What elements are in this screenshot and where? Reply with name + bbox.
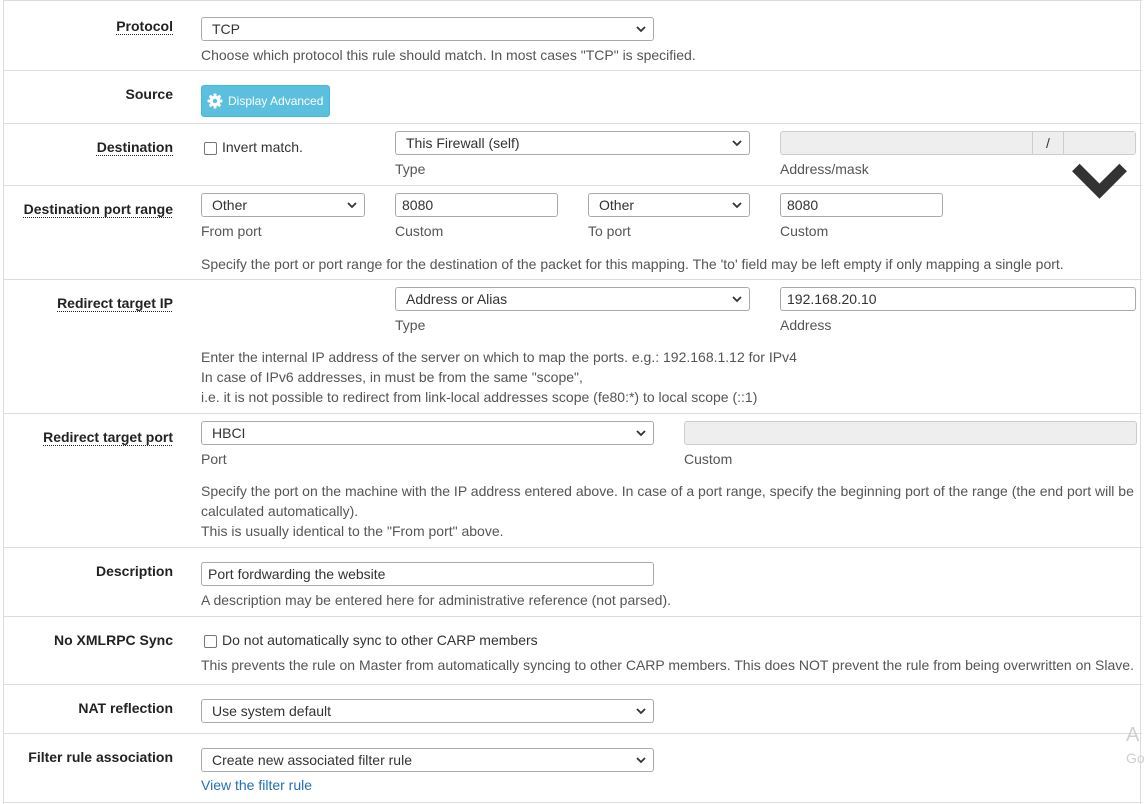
destination-address-sub: Address/mask xyxy=(780,161,869,177)
filter-rule-row xyxy=(4,734,1142,803)
dest-port-range-label: Destination port range xyxy=(23,201,173,217)
invert-match-label: Invert match. xyxy=(222,139,303,155)
dest-port-range-row xyxy=(4,186,1142,280)
protocol-select[interactable] xyxy=(201,17,654,41)
nat-reflection-value: Use system default xyxy=(212,703,332,719)
filter-rule-value: Create new associated filter rule xyxy=(212,752,412,768)
protocol-value: TCP xyxy=(212,21,240,37)
redirect-ip-type-sub: Type xyxy=(395,317,426,333)
redirect-ip-type-value: Address or Alias xyxy=(406,291,508,307)
description-row xyxy=(4,548,1142,617)
xmlrpc-checkbox-label: Do not automatically sync to other CARP members xyxy=(222,632,538,648)
redirect-port-row xyxy=(4,414,1142,548)
redirect-port-hint-line: This is usually identical to the "From port" above. xyxy=(201,523,504,539)
display-advanced-button[interactable] xyxy=(201,85,330,117)
to-custom-sub: Custom xyxy=(780,223,829,239)
watermark-line1: A xyxy=(1126,724,1140,746)
from-custom-sub: Custom xyxy=(395,223,444,239)
xmlrpc-checkbox[interactable] xyxy=(204,635,217,648)
chevron-down-icon xyxy=(731,197,743,213)
destination-type-select[interactable] xyxy=(395,131,750,155)
protocol-hint: Choose which protocol this rule should match. In most cases "TCP" is specified. xyxy=(201,47,696,63)
to-port-sub: To port xyxy=(588,223,631,239)
protocol-label: Protocol xyxy=(116,18,173,34)
chevron-down-icon xyxy=(731,135,743,151)
dest-port-range-hint: Specify the port or port range for the destination of the packet for this mapping. The 'to' field may be left empty if only mapping a single port. xyxy=(201,256,1064,272)
description-label: Description xyxy=(95,563,173,579)
filter-rule-select[interactable] xyxy=(201,748,654,772)
filter-rule-label: Filter rule association xyxy=(28,749,173,765)
redirect-ip-row xyxy=(4,280,1142,414)
nat-reflection-label: NAT reflection xyxy=(78,700,173,716)
redirect-ip-hint-line: Enter the internal IP address of the server on which to map the ports. e.g.: 192.168.1.12 for IPv4 xyxy=(201,349,797,365)
chevron-down-icon xyxy=(346,197,358,213)
redirect-ip-hint-line: i.e. it is not possible to redirect from link-local addresses scope (fe80:*) to local scope (::1) xyxy=(201,389,758,405)
description-hint: A description may be entered here for administrative reference (not parsed). xyxy=(201,592,672,608)
xmlrpc-hint: This prevents the rule on Master from automatically syncing to other CARP members. This does NOT prevent the rule from being overwritten on Slave. xyxy=(201,657,1134,673)
to-custom-value: 8080 xyxy=(787,197,819,213)
from-port-sub: From port xyxy=(201,223,262,239)
from-custom-input[interactable] xyxy=(395,193,558,217)
redirect-port-custom-input[interactable] xyxy=(684,421,1137,445)
redirect-port-hint-line: Specify the port on the machine with the IP address entered above. In case of a port range, specify the beginning port of the range (the end port will be xyxy=(201,483,1134,499)
redirect-ip-hint-line: In case of IPv6 addresses, in must be from the same "scope", xyxy=(201,369,583,385)
source-row xyxy=(4,71,1142,124)
redirect-port-hint-line: calculated automatically). xyxy=(201,503,359,519)
xmlrpc-label: No XMLRPC Sync xyxy=(53,632,173,648)
from-port-value: Other xyxy=(212,197,248,213)
mask-separator: / xyxy=(1032,132,1064,154)
destination-address-input[interactable] xyxy=(780,131,1136,155)
source-label: Source xyxy=(125,86,173,102)
to-custom-input[interactable] xyxy=(780,193,943,217)
redirect-ip-address-sub: Address xyxy=(780,317,832,333)
to-port-value: Other xyxy=(599,197,635,213)
xmlrpc-row xyxy=(4,617,1142,685)
chevron-down-icon xyxy=(635,752,647,768)
display-advanced-label: Display Advanced xyxy=(228,94,324,108)
view-filter-rule-link[interactable]: View the filter rule xyxy=(201,777,313,793)
chevron-down-icon xyxy=(635,703,647,719)
chevron-down-icon xyxy=(635,425,647,441)
nat-reflection-row xyxy=(4,685,1142,734)
description-input[interactable] xyxy=(201,562,654,586)
redirect-ip-address-input[interactable] xyxy=(780,287,1136,311)
from-custom-value: 8080 xyxy=(402,197,434,213)
chevron-down-icon xyxy=(635,21,647,37)
redirect-ip-type-select[interactable] xyxy=(395,287,750,311)
port-forward-form xyxy=(3,0,1141,804)
redirect-ip-address-value: 192.168.20.10 xyxy=(787,291,877,307)
destination-mask-select[interactable] xyxy=(1064,132,1135,154)
redirect-port-value: HBCI xyxy=(212,425,246,441)
destination-type-sub: Type xyxy=(395,161,426,177)
invert-match-checkbox[interactable] xyxy=(204,142,217,155)
nat-reflection-select[interactable] xyxy=(201,699,654,723)
from-port-select[interactable] xyxy=(201,193,365,217)
destination-label: Destination xyxy=(96,139,173,155)
redirect-port-select[interactable] xyxy=(201,421,654,445)
destination-row xyxy=(4,124,1142,186)
chevron-down-icon xyxy=(731,291,743,307)
gear-icon xyxy=(207,93,223,109)
redirect-port-label: Redirect target port xyxy=(43,429,173,445)
destination-type-value: This Firewall (self) xyxy=(406,135,520,151)
protocol-row xyxy=(4,0,1142,71)
to-port-select[interactable] xyxy=(588,193,750,217)
redirect-ip-label: Redirect target IP xyxy=(57,295,173,311)
description-value: Port fordwarding the website xyxy=(208,566,386,582)
watermark-line2: Go xyxy=(1126,750,1145,766)
redirect-port-custom-sub: Custom xyxy=(684,451,733,467)
redirect-port-sub: Port xyxy=(201,451,227,467)
